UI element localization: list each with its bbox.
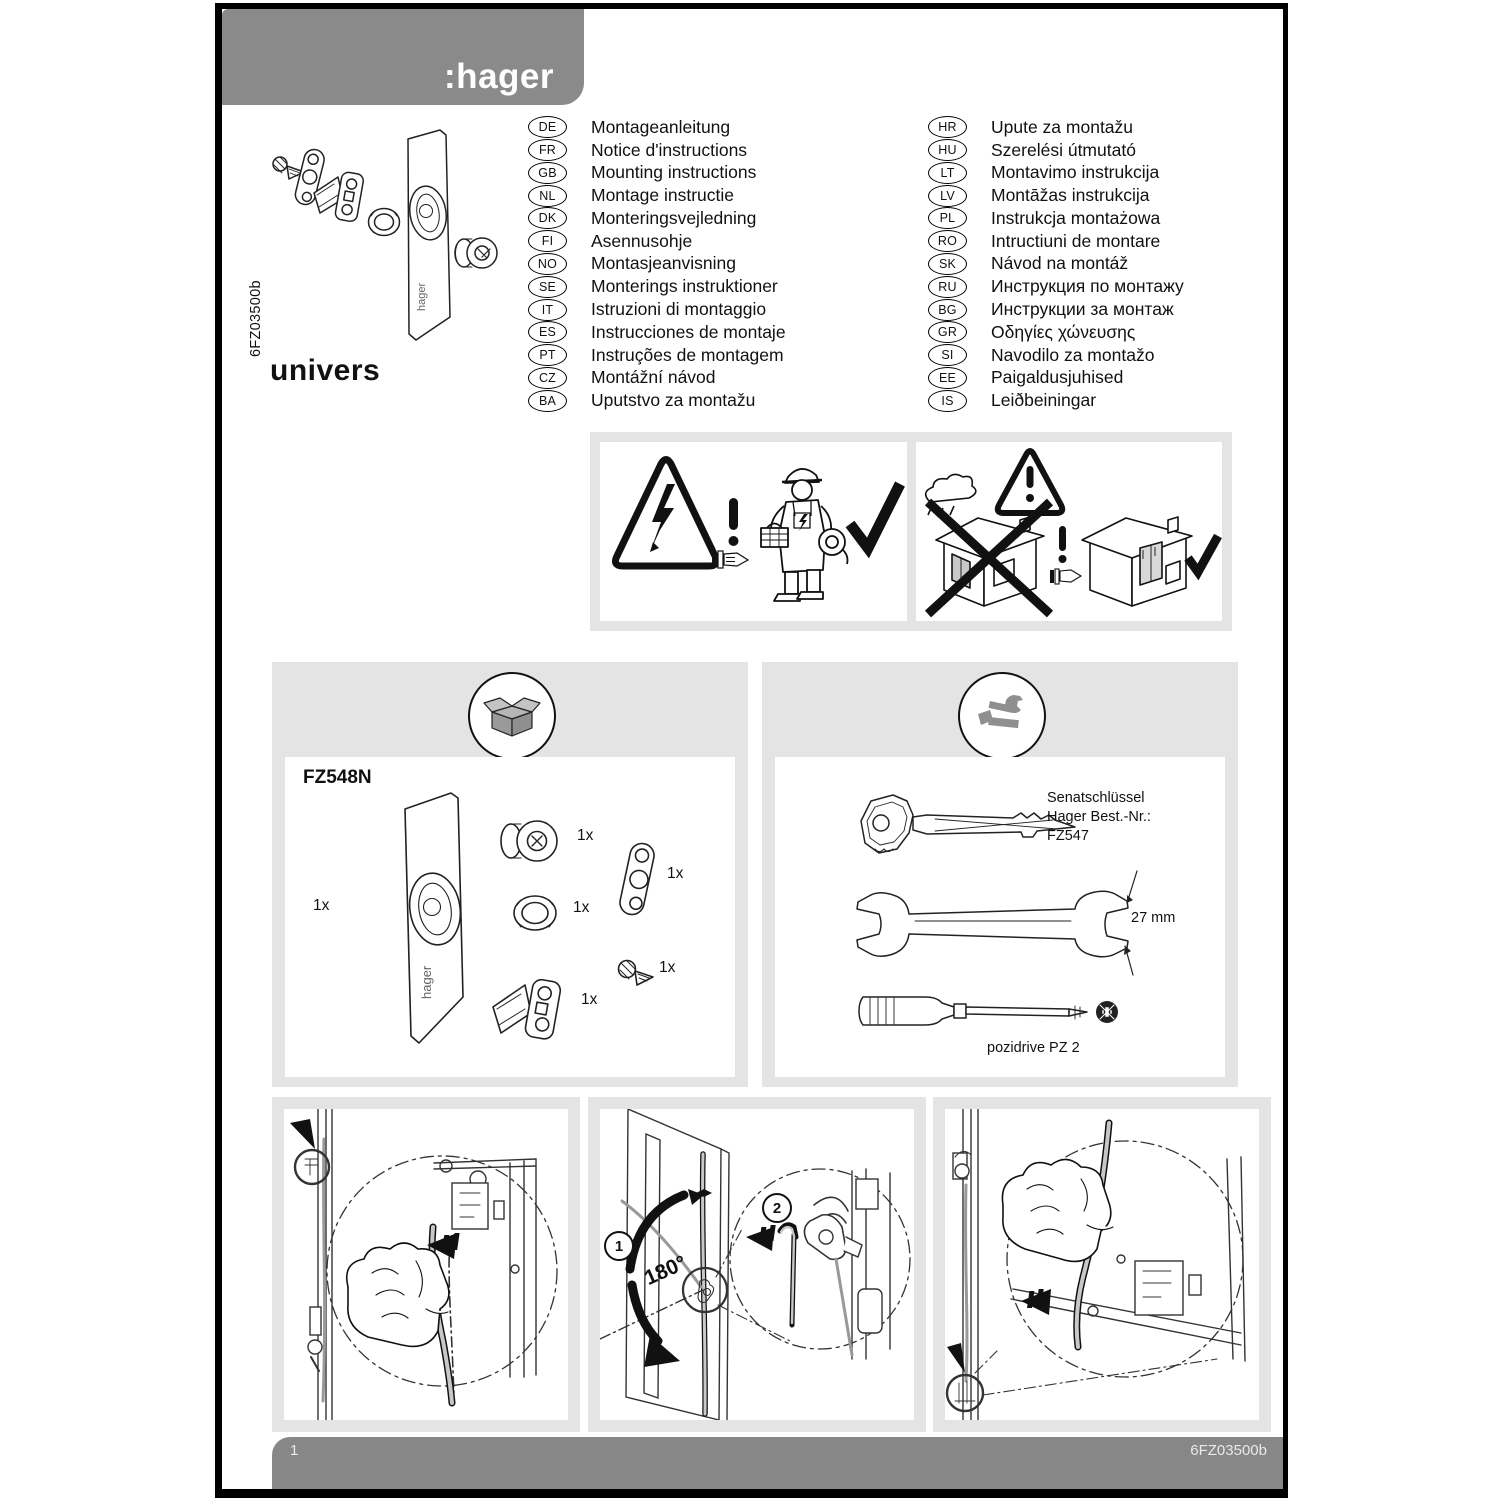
page-number: 1 — [290, 1442, 299, 1459]
language-item — [928, 253, 1288, 276]
tools-box — [775, 757, 1225, 1077]
electrical-safety-illustration — [600, 442, 907, 621]
pozidrive-bit-icon — [1096, 1001, 1118, 1023]
door-detail — [434, 1159, 536, 1377]
language-list-left — [528, 116, 888, 412]
language-list-right — [928, 116, 1288, 412]
qty-cam-bracket: 1x — [667, 865, 684, 882]
language-item — [528, 389, 888, 412]
hand-illustration — [347, 1243, 449, 1346]
footer-doc-code: 6FZ03500b — [1190, 1442, 1267, 1459]
language-code-badge: FR — [528, 139, 567, 161]
plate-logo-text: hager — [416, 282, 428, 311]
language-item — [928, 207, 1288, 230]
step-3-box — [945, 1109, 1259, 1420]
language-code-badge: BA — [528, 390, 567, 412]
language-title: Navodilo za montažo — [991, 344, 1155, 365]
step-2-box — [600, 1109, 914, 1420]
language-item — [928, 162, 1288, 185]
language-title: Montavimo instrukcija — [991, 162, 1160, 183]
language-title: Uputstvo za montažu — [591, 390, 756, 411]
language-item — [928, 298, 1288, 321]
language-code-badge: HR — [928, 116, 967, 138]
language-title: Montāžas instrukcija — [991, 185, 1150, 206]
language-title: Monterings instruktioner — [591, 276, 778, 297]
language-code-badge: DK — [528, 207, 567, 229]
language-code-badge: HU — [928, 139, 967, 161]
language-item — [528, 116, 888, 139]
check-icon — [1188, 536, 1218, 572]
front-plate-part — [405, 793, 466, 1043]
exclamation-icon — [729, 498, 739, 546]
step-number-2: 2 — [762, 1193, 792, 1223]
lock-cylinder-part — [501, 821, 557, 861]
screw-part — [619, 961, 654, 986]
nut-part — [514, 896, 556, 930]
pointing-hand-icon — [712, 551, 748, 568]
plate-logo-text: hager — [419, 965, 434, 999]
language-code-badge: FI — [528, 230, 567, 252]
language-title: Szerelési útmutató — [991, 139, 1136, 160]
required-tools-panel — [762, 662, 1238, 1087]
exclamation-icon — [1059, 526, 1067, 563]
qty-latch-bracket: 1x — [581, 991, 598, 1008]
tools-icon — [974, 692, 1030, 740]
language-item — [528, 139, 888, 162]
language-item — [528, 230, 888, 253]
document-code-vertical: 6FZ03500b — [248, 280, 264, 357]
language-item — [528, 275, 888, 298]
hager-logo: :hager — [444, 57, 554, 96]
language-title: Инструкции за монтаж — [991, 299, 1174, 319]
language-code-badge: DE — [528, 116, 567, 138]
language-title: Notice d'instructions — [591, 139, 748, 160]
step-2-illustration — [600, 1109, 914, 1420]
language-title: Asennusohje — [591, 230, 693, 251]
package-parts-drawing — [285, 757, 735, 1077]
electrical-safety-warning — [600, 442, 907, 621]
latch-detail — [804, 1169, 890, 1359]
language-item — [928, 116, 1288, 139]
hand-illustration — [1002, 1159, 1113, 1261]
language-code-badge: IS — [928, 390, 967, 412]
language-code-badge: NO — [528, 253, 567, 275]
language-title: Montasjeanvisning — [591, 253, 736, 274]
language-title: Upute za montažu — [991, 116, 1134, 137]
callout-arrow — [290, 1119, 315, 1149]
callout-arrow — [947, 1343, 965, 1373]
electric-hazard-triangle-icon — [615, 460, 716, 567]
step-number-1: 1 — [604, 1231, 634, 1261]
latch-top-detail — [953, 1151, 971, 1179]
tools-icon-circle — [958, 672, 1046, 760]
step-1-box — [284, 1109, 568, 1420]
language-title: Montage instructie — [591, 185, 734, 206]
language-title: Leiðbeiningar — [991, 390, 1097, 411]
language-code-badge: IT — [528, 299, 567, 321]
language-title: Mounting instructions — [591, 162, 757, 183]
step-3-illustration — [945, 1109, 1259, 1420]
language-code-badge: GB — [528, 162, 567, 184]
language-code-badge: NL — [528, 185, 567, 207]
language-code-badge: SK — [928, 253, 967, 275]
step-panel-2 — [588, 1097, 926, 1432]
language-title: Instrukcja montażowa — [991, 207, 1161, 228]
wrench-size-label: 27 mm — [1131, 910, 1176, 926]
qty-nut: 1x — [573, 899, 590, 916]
language-code-badge: SE — [528, 276, 567, 298]
indoor-house — [1082, 517, 1192, 606]
language-title: Montageanleitung — [591, 116, 731, 137]
language-title: Istruzioni di montaggio — [591, 299, 767, 319]
language-item — [928, 139, 1288, 162]
screwdriver-drawing — [859, 997, 1087, 1025]
language-item — [528, 162, 888, 185]
package-contents-box — [285, 757, 735, 1077]
language-code-badge: RO — [928, 230, 967, 252]
brand-header — [222, 9, 584, 105]
language-item — [928, 184, 1288, 207]
language-item — [928, 275, 1288, 298]
nut-part — [369, 209, 400, 236]
open-box-icon — [483, 693, 541, 739]
language-title: Monteringsvejledning — [591, 207, 757, 228]
language-item — [528, 366, 888, 389]
language-item — [528, 253, 888, 276]
latch-bracket-part — [314, 171, 364, 222]
packaging-icon — [468, 672, 556, 760]
qty-lock-cylinder: 1x — [577, 827, 594, 844]
step-panel-1 — [272, 1097, 580, 1432]
electrician-figure — [761, 469, 848, 601]
lock-cylinder-part — [455, 238, 497, 268]
wrench-drawing — [857, 871, 1137, 975]
language-title: Návod na montáž — [991, 253, 1129, 274]
language-item — [928, 366, 1288, 389]
rotation-label: 180° — [640, 1251, 691, 1290]
key-drawing — [861, 795, 1075, 853]
language-title: Intructiuni de montare — [991, 230, 1161, 251]
language-code-badge: PL — [928, 207, 967, 229]
magnifier-circle — [730, 1169, 910, 1349]
package-contents-panel — [272, 662, 748, 1087]
qty-front-plate: 1x — [313, 897, 330, 914]
warning-triangle-icon — [998, 451, 1062, 513]
indoor-installation-warning — [916, 442, 1222, 621]
product-reference: FZ548N — [303, 767, 372, 788]
language-title: Οδηγίες χώνευσης — [991, 321, 1136, 342]
language-code-badge: EE — [928, 367, 967, 389]
screwdriver-label: pozidrive PZ 2 — [987, 1040, 1080, 1056]
language-item — [528, 207, 888, 230]
language-item — [928, 321, 1288, 344]
language-title: Montážní návod — [591, 367, 716, 388]
language-code-badge: LT — [928, 162, 967, 184]
language-item — [528, 184, 888, 207]
language-item — [928, 389, 1288, 412]
qty-screw: 1x — [659, 959, 676, 976]
language-code-badge: GR — [928, 321, 967, 343]
front-plate-part — [406, 130, 450, 340]
language-item — [528, 344, 888, 367]
language-code-badge: SI — [928, 344, 967, 366]
latch-bracket-part — [493, 978, 562, 1040]
exploded-parts-diagram — [268, 121, 508, 351]
language-code-badge: ES — [528, 321, 567, 343]
language-title: Instruções de montagem — [591, 344, 784, 365]
language-code-badge: RU — [928, 276, 967, 298]
check-icon — [850, 484, 900, 548]
language-item — [528, 298, 888, 321]
language-code-badge: BG — [928, 299, 967, 321]
pull-rod — [780, 1225, 796, 1325]
language-title: Инструкция по монтажу — [991, 276, 1184, 297]
language-code-badge: CZ — [528, 367, 567, 389]
key-label: Senatschlüssel Hager Best.-Nr.: FZ547 — [1047, 790, 1151, 844]
manual-page — [215, 3, 1288, 1498]
language-item — [928, 230, 1288, 253]
language-item — [928, 344, 1288, 367]
language-title: Paigaldusjuhised — [991, 367, 1124, 388]
language-code-badge: LV — [928, 185, 967, 207]
pointing-hand-icon — [1050, 569, 1081, 584]
language-title: Instrucciones de montaje — [591, 321, 786, 342]
safety-warnings-panel — [590, 432, 1232, 631]
cam-bracket-part — [618, 841, 656, 916]
step-1-illustration — [284, 1109, 568, 1420]
footer-bar — [272, 1437, 1283, 1489]
language-code-badge: PT — [528, 344, 567, 366]
indoor-cabinet — [1140, 542, 1162, 585]
product-name: univers — [270, 354, 381, 387]
indoor-installation-illustration — [916, 442, 1222, 621]
step-panel-3 — [933, 1097, 1271, 1432]
language-item — [528, 321, 888, 344]
